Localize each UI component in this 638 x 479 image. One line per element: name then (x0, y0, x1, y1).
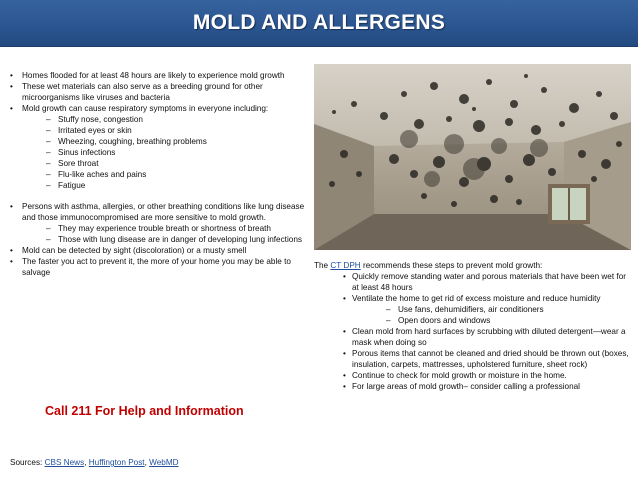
sensitivity-sublist (10, 223, 306, 245)
source-link-webmd[interactable]: WebMD (149, 458, 179, 467)
symptom-list (10, 114, 306, 191)
list-item: • The faster you act to prevent it, the more of your home you may be able to salvage (10, 256, 306, 278)
list-item: • Persons with asthma, allergies, or other breathing conditions like lung disease and those immunocompromised are more sensitive to mold growth. (10, 201, 306, 223)
sub-item: – Those with lung disease are in danger of developing lung infections (10, 234, 306, 245)
steps-list (314, 271, 632, 304)
list-item: • Homes flooded for at least 48 hours are likely to experience mold growth (10, 70, 306, 81)
symptom-item: – Fatigue (10, 180, 306, 191)
step-item: • Porous items that cannot be cleaned and dried should be thrown out (boxes, insulation, carpets, mattresses, upholstered furniture, sheet rock) (314, 348, 632, 370)
title-banner (0, 0, 638, 47)
symptom-item: – Wheezing, coughing, breathing problems (10, 136, 306, 147)
steps-list-2 (314, 326, 632, 392)
mold-room-photo (314, 64, 631, 250)
sensitivity-list (10, 201, 306, 223)
symptom-item: – Sinus infections (10, 147, 306, 158)
step-item: • Quickly remove standing water and porous materials that have been wet for at least 48 hours (314, 271, 632, 293)
right-column (314, 260, 632, 392)
ct-dph-link[interactable]: CT DPH (330, 261, 361, 270)
intro-list (10, 70, 306, 114)
ct-prefix: The (314, 261, 329, 270)
left-column (10, 70, 306, 278)
sub-item: – They may experience trouble breath or shortness of breath (10, 223, 306, 234)
list-item: • Mold growth can cause respiratory symptoms in everyone including: (10, 103, 306, 114)
ct-suffix: recommends these steps to prevent mold growth: (363, 261, 543, 270)
list-item: • Mold can be detected by sight (discoloration) or a musty smell (10, 245, 306, 256)
step-item: • For large areas of mold growth– consider calling a professional (314, 381, 632, 392)
sub-step-item: – Use fans, dehumidifiers, air conditioners (314, 304, 632, 315)
symptom-item: – Sore throat (10, 158, 306, 169)
sub-step-item: – Open doors and windows (314, 315, 632, 326)
page-title: MOLD AND ALLERGENS (192, 11, 446, 34)
symptom-item: – Irritated eyes or skin (10, 125, 306, 136)
step-item: • Ventilate the home to get rid of excess moisture and reduce humidity (314, 293, 632, 304)
mold-photo-illustration (314, 64, 631, 250)
ventilate-sublist (314, 304, 632, 326)
sources-line: Sources: CBS News, Huffington Post, WebMD (10, 458, 179, 467)
detection-list (10, 245, 306, 278)
source-link-huffington[interactable]: Huffington Post (88, 458, 145, 467)
step-item: • Continue to check for mold growth or moisture in the home. (314, 370, 632, 381)
symptom-item: – Flu-like aches and pains (10, 169, 306, 180)
step-item: • Clean mold from hard surfaces by scrubbing with diluted detergent—wear a mask when doing so (314, 326, 632, 348)
list-item: • These wet materials can also serve as a breeding ground for other microorganisms like viruses and bacteria (10, 81, 306, 103)
source-link-cbs[interactable]: CBS News (44, 458, 85, 467)
ct-dph-intro (314, 260, 632, 271)
call-211-heading: Call 211 For Help and Information (45, 404, 244, 418)
sources-label: Sources: (10, 458, 43, 467)
symptom-item: – Stuffy nose, congestion (10, 114, 306, 125)
